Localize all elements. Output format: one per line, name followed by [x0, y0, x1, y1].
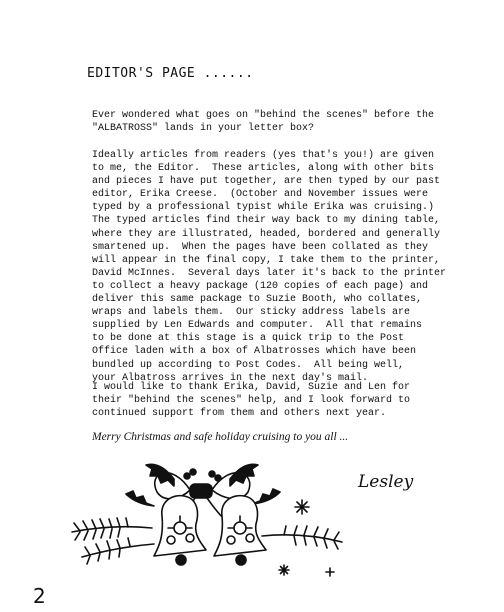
- text-line: to collect a heavy package (120 copies of each page) and: [92, 280, 429, 292]
- text-line: your Albatross arrives in the next day's mail.: [92, 372, 369, 384]
- text-line: to be done at this stage is a quick trip to the Post: [92, 333, 405, 345]
- text-line: Ever wondered what goes on "behind the scenes" before the: [92, 110, 435, 121]
- text-line: typed by a professional typist while Erika was cruising.): [92, 202, 435, 214]
- christmas-bells-holly-icon: [62, 432, 352, 582]
- text-line: I would like to thank Erika, David, Suzie and Len for: [92, 382, 411, 393]
- text-line: smartened up. When the pages have been collated as they: [92, 241, 429, 253]
- text-line: deliver this same package to Suzie Booth, who collates,: [92, 294, 423, 306]
- text-line: Office laden with a box of Albatrosses which have been: [92, 346, 417, 358]
- text-line: bundled up according to Post Codes. All being well,: [92, 359, 405, 371]
- text-line: wraps and labels them. Our sticky address labels are: [92, 307, 411, 319]
- page-title: EDITOR'S PAGE ......: [87, 66, 254, 81]
- thanks-paragraph: [92, 381, 482, 420]
- text-line: "ALBATROSS" lands in your letter box?: [92, 123, 315, 135]
- signature: Lesley: [358, 472, 414, 492]
- text-line: to me, the Editor. These articles, along with other bits: [92, 163, 435, 175]
- text-line: their "behind the scenes" help, and I look forward to: [92, 395, 411, 407]
- text-line: continued support from them and others next year.: [92, 408, 387, 420]
- text-line: will appear in the final copy, I take them to the printer,: [92, 254, 441, 266]
- intro-paragraph: [92, 109, 482, 135]
- text-line: Ideally articles from readers (yes that's you!) are given: [92, 150, 435, 161]
- text-line: editor, Erika Creese. (October and November issues were: [92, 189, 429, 201]
- text-line: where they are illustrated, headed, bordered and generally: [92, 228, 441, 240]
- body-paragraph: [92, 149, 482, 385]
- page-number: 2: [33, 584, 46, 608]
- text-line: David McInnes. Several days later it's back to the printer: [92, 267, 447, 279]
- text-line: The typed articles find their way back to my dining table,: [92, 215, 441, 227]
- text-line: supplied by Len Edwards and computer. All that remains: [92, 320, 423, 332]
- closing-greeting: Merry Christmas and safe holiday cruising to you all ...: [92, 431, 349, 443]
- text-line: and pieces I have put together, are then typed by our past: [92, 176, 441, 188]
